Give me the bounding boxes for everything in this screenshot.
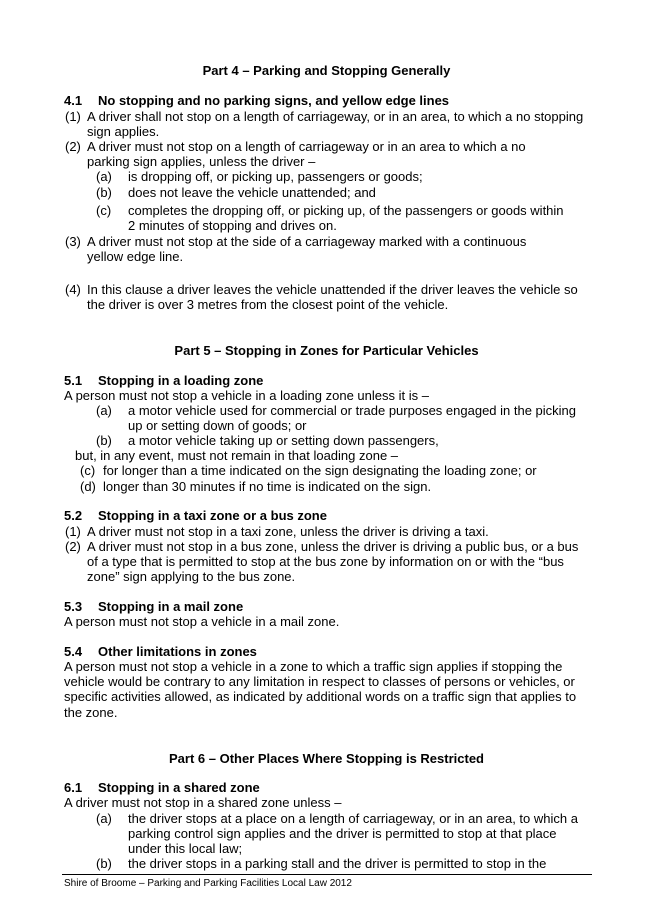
para-text: A person must not stop a vehicle in a mail zone.: [64, 614, 340, 629]
para-label: (1): [65, 524, 81, 539]
subpara-text: the driver stops at a place on a length of carriageway, or in an area, to which a: [128, 811, 578, 826]
subpara-label: (c): [96, 203, 112, 218]
section-6-1-heading: [64, 780, 260, 796]
para-text: of a type that is permitted to stop at the bus zone by information on or with the “bus: [87, 554, 564, 569]
para-text: vehicle would be contrary to any limitation in respect to classes of persons or vehicles, or: [64, 674, 575, 689]
para-text: sign applies.: [87, 124, 160, 139]
section-5-3-heading: [64, 599, 243, 615]
para-text: yellow edge line.: [87, 249, 184, 264]
section-4-1-heading: [64, 93, 449, 109]
section-number: 5.2: [64, 508, 83, 523]
section-title: Stopping in a shared zone: [98, 780, 260, 795]
part-5-title: Part 5 – Stopping in Zones for Particular Vehicles: [174, 343, 479, 358]
section-number: 5.1: [64, 373, 83, 388]
subpara-label: (b): [96, 185, 112, 200]
para-text: A driver must not stop in a shared zone unless –: [64, 795, 342, 810]
section-title: Other limitations in zones: [98, 644, 257, 659]
section-number: 6.1: [64, 780, 83, 795]
section-title: Stopping in a mail zone: [98, 599, 244, 614]
subpara-text: completes the dropping off, or picking up, of the passengers or goods within: [128, 203, 564, 218]
para-text: the zone.: [64, 705, 118, 720]
footer-divider: [62, 874, 592, 875]
section-number: 5.4: [64, 644, 83, 659]
section-title: Stopping in a loading zone: [98, 373, 264, 388]
section-number: 5.3: [64, 599, 83, 614]
para-label: (2): [65, 139, 81, 154]
para-text: but, in any event, must not remain in that loading zone –: [75, 448, 399, 463]
section-number: 4.1: [64, 93, 83, 108]
subpara-label: (b): [96, 856, 112, 871]
part-6-title: Part 6 – Other Places Where Stopping is Restricted: [169, 751, 484, 766]
page-footer: Shire of Broome – Parking and Parking Facilities Local Law 2012: [64, 878, 352, 889]
section-5-1-heading: [64, 373, 263, 389]
subpara-text: for longer than a time indicated on the sign designating the loading zone; or: [103, 463, 537, 478]
para-text: the driver is over 3 metres from the closest point of the vehicle.: [87, 297, 449, 312]
para-text: parking sign applies, unless the driver –: [87, 154, 316, 169]
para-text: In this clause a driver leaves the vehicle unattended if the driver leaves the vehicle so: [87, 282, 578, 297]
subpara-label: (a): [96, 811, 112, 826]
subpara-text: the driver stops in a parking stall and the driver is permitted to stop in the: [128, 856, 547, 871]
para-text: A driver must not stop on a length of carriageway or in an area to which a no: [87, 139, 526, 154]
subpara-text: under this local law;: [128, 841, 243, 856]
part-4-title: Part 4 – Parking and Stopping Generally: [202, 63, 451, 78]
section-5-4-heading: [64, 644, 257, 660]
section-title: No stopping and no parking signs, and yellow edge lines: [98, 93, 450, 108]
subpara-text: a motor vehicle used for commercial or trade purposes engaged in the picking: [128, 403, 577, 418]
subpara-text: 2 minutes of stopping and drives on.: [128, 218, 337, 233]
subpara-text: parking control sign applies and the driver is permitted to stop at that place: [128, 826, 557, 841]
subpara-text: does not leave the vehicle unattended; and: [128, 185, 376, 200]
subpara-text: up or setting down of goods; or: [128, 418, 307, 433]
para-text: A person must not stop a vehicle in a zone to which a traffic sign applies if stopping the: [64, 659, 563, 674]
section-title: Stopping in a taxi zone or a bus zone: [98, 508, 327, 523]
section-5-2-heading: [64, 508, 327, 524]
para-label: (2): [65, 539, 81, 554]
subpara-label: (d): [80, 479, 96, 494]
subpara-label: (c): [80, 463, 96, 478]
para-text: A driver must not stop in a taxi zone, unless the driver is driving a taxi.: [87, 524, 489, 539]
para-text: specific activities allowed, as indicated by additional words on a traffic sign that applies to: [64, 689, 577, 704]
subpara-text: a motor vehicle taking up or setting down passengers,: [128, 433, 439, 448]
para-text: zone” sign applying to the bus zone.: [87, 569, 296, 584]
subpara-label: (a): [96, 169, 112, 184]
para-text: A driver must not stop in a bus zone, unless the driver is driving a public bus, or a bus: [87, 539, 579, 554]
subpara-text: is dropping off, or picking up, passengers or goods;: [128, 169, 423, 184]
para-text: A driver shall not stop on a length of carriageway, or in an area, to which a no stopping: [87, 109, 584, 124]
para-label: (3): [65, 234, 81, 249]
para-label: (4): [65, 282, 81, 297]
para-text: A driver must not stop at the side of a carriageway marked with a continuous: [87, 234, 527, 249]
subpara-label: (b): [96, 433, 112, 448]
para-text: A person must not stop a vehicle in a loading zone unless it is –: [64, 388, 429, 403]
para-label: (1): [65, 109, 81, 124]
subpara-label: (a): [96, 403, 112, 418]
subpara-text: longer than 30 minutes if no time is indicated on the sign.: [103, 479, 432, 494]
